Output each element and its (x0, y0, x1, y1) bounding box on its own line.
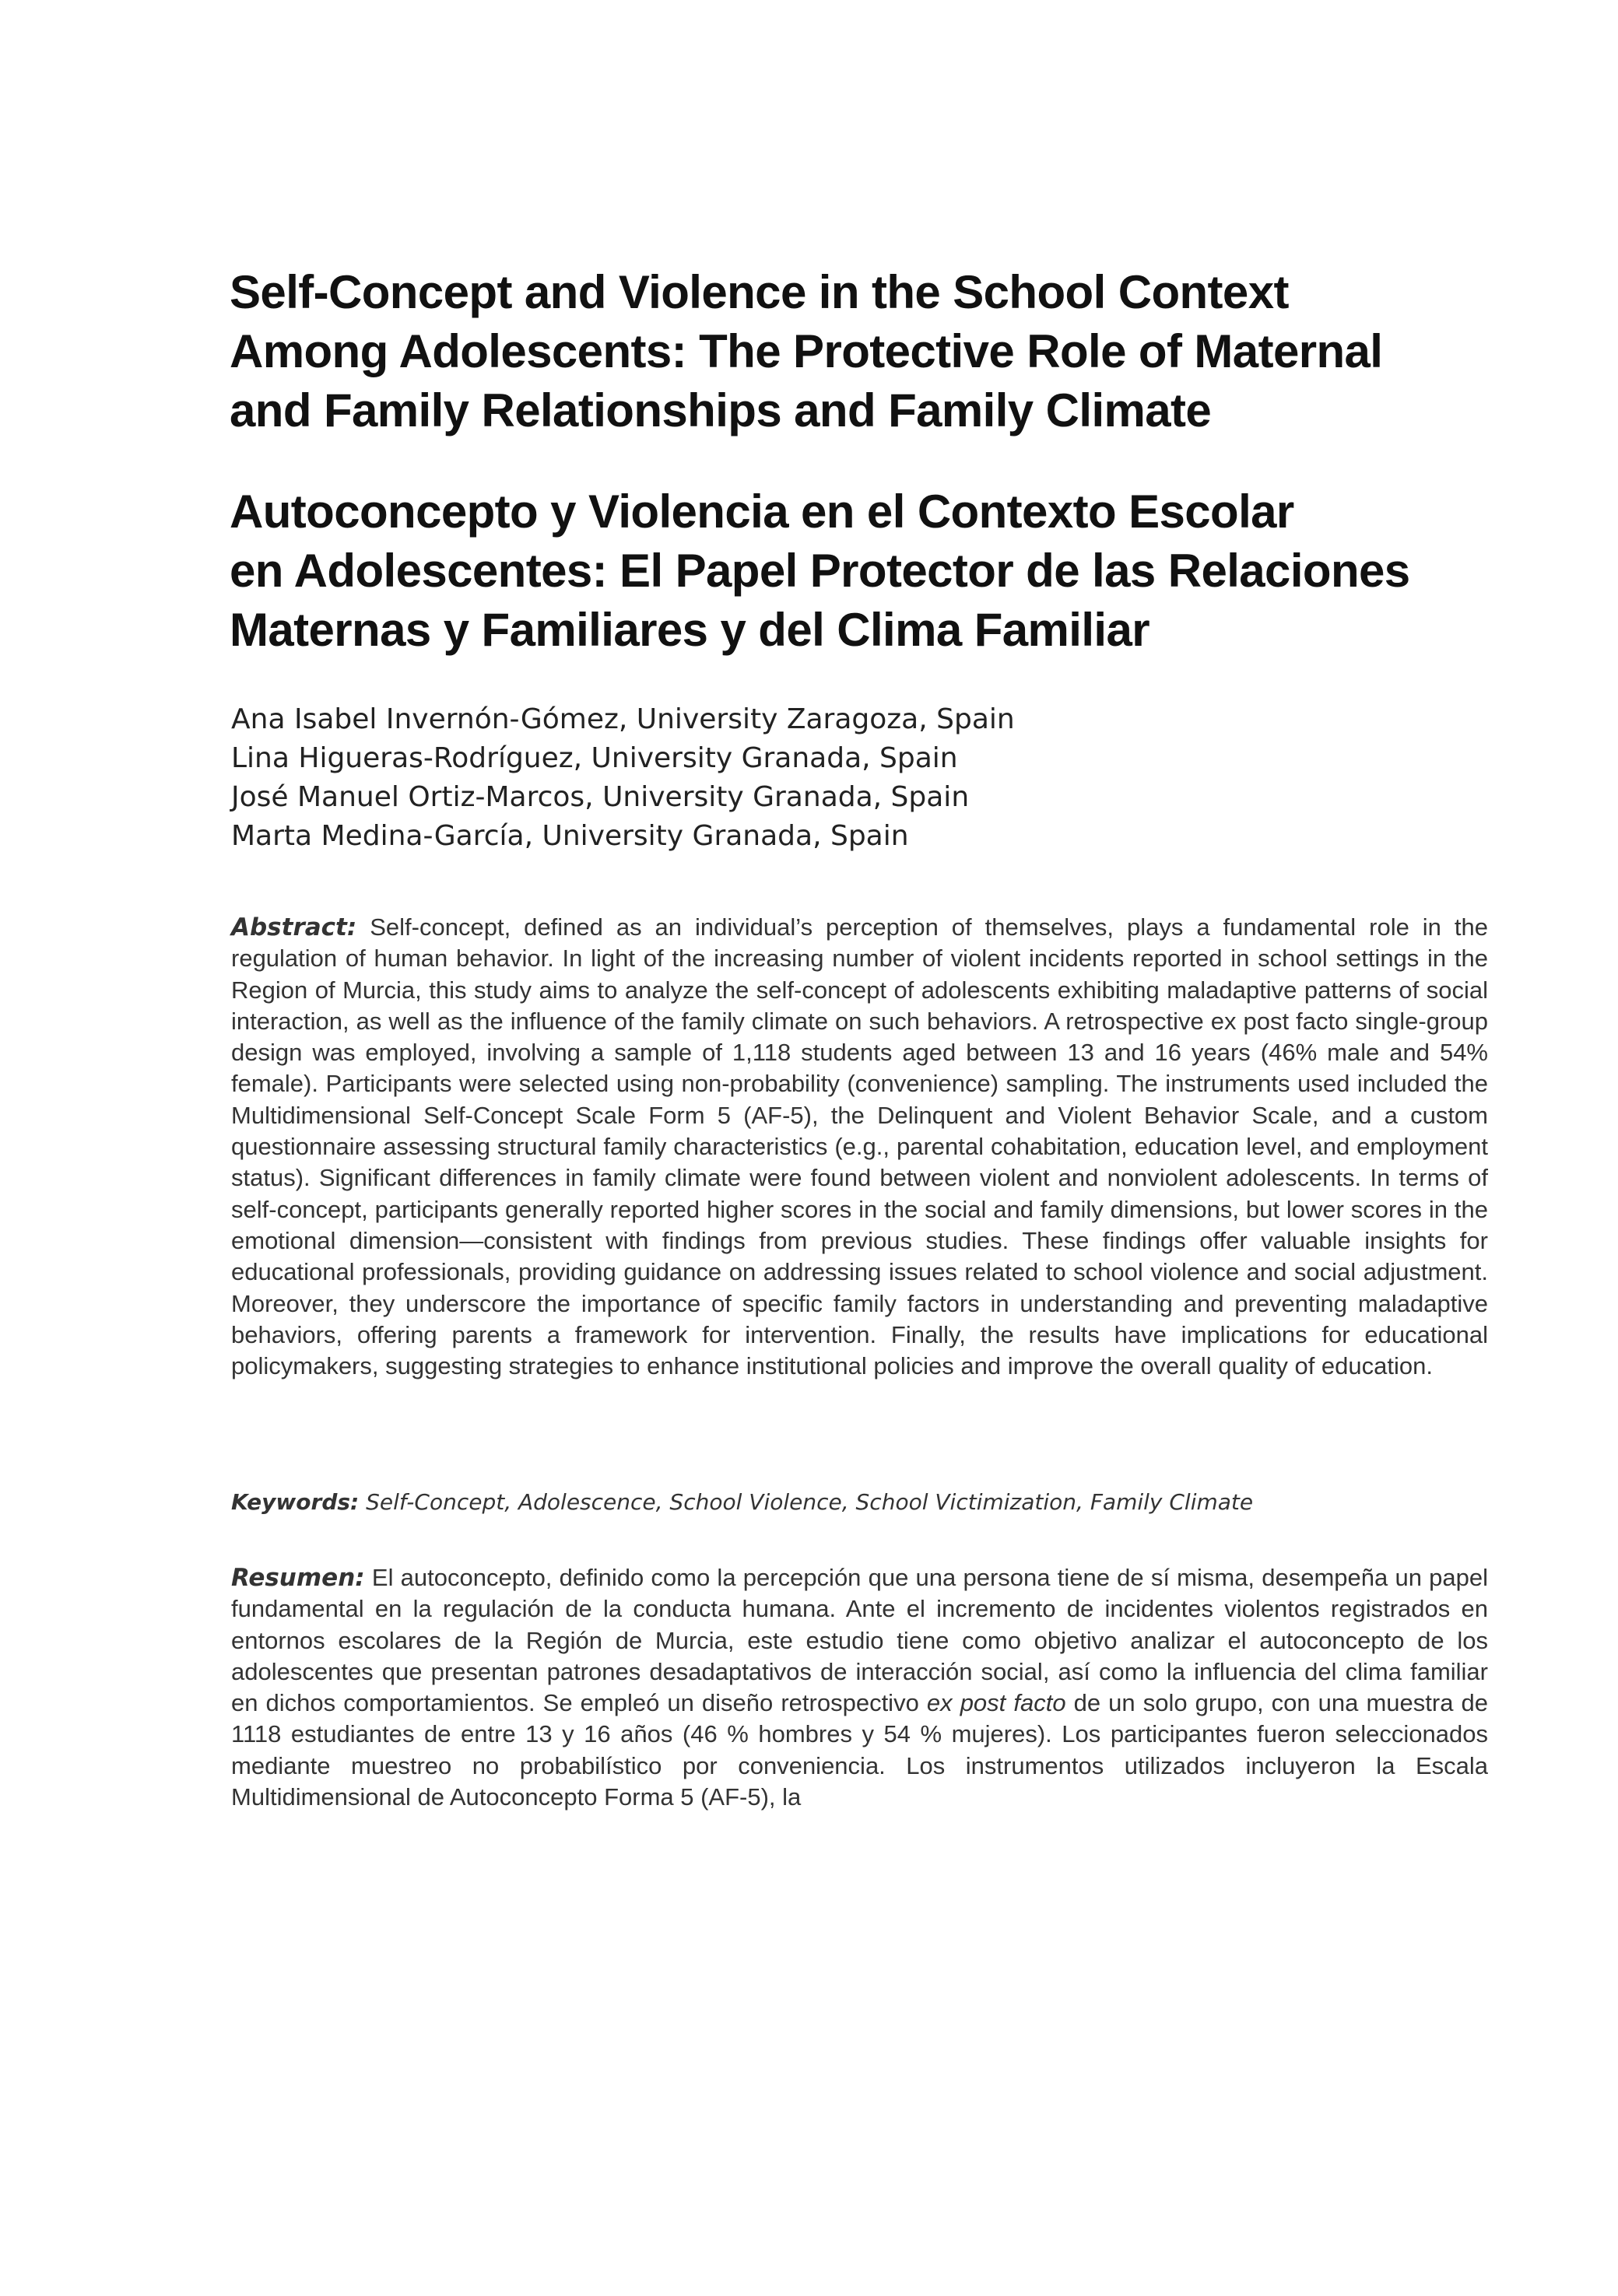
title-line: and Family Relationships and Family Climate (230, 384, 1212, 436)
author: Ana Isabel Invernón-Gómez, University Zaragoza, Spain (231, 703, 1015, 735)
resumen-text-cont: de un solo grupo, con una muestra de 1118 estudiantes de entre 13 y 16 años (46 % hombres y 54 % mujeres). Los participantes fueron seleccionados mediante muestreo no probabilístico por conveniencia. Los instrumentos utilizados incluyeron la Escala Multidimensional de Autoconcepto Forma 5 (AF-5), la (231, 1689, 1488, 1811)
author: Lina Higueras-Rodríguez, University Granada, Spain (231, 742, 958, 774)
author: Marta Medina-García, University Granada, Spain (231, 820, 909, 852)
title-spanish (230, 482, 1410, 660)
author-list (231, 700, 1015, 856)
abstract-text: Self-concept, defined as an individual’s perception of themselves, plays a fundamental role in the regulation of human behavior. In light of the increasing number of violent incidents reported in school settings in the Region of Murcia, this study aims to analyze the self-concept of adolescents exhibiting maladaptive patterns of social interaction, as well as the influence of the family climate on such behaviors. A retrospective ex post facto single-group design was employed, involving a sample of 1,118 students aged between 13 and 16 years (46% male and 54% female). Participants were selected using non-probability (convenience) sampling. The instruments used included the Multidimensional Self-Concept Scale Form 5 (AF-5), the Delinquent and Violent Behavior Scale, and a custom questionnaire assessing structural family characteristics (e.g., parental cohabitation, education level, and employment status). Significant differences in family climate were found between violent and nonviolent adolescents. In terms of self-concept, participants generally reported higher scores in the social and family dimensions, but lower scores in the emotional dimension—consistent with findings from previous studies. These findings offer valuable insights for educational professionals, providing guidance on addressing issues related to school violence and social adjustment. Moreover, they underscore the importance of specific family factors in understanding and preventing maladaptive behaviors, offering parents a framework for intervention. Finally, the results have implications for educational policymakers, suggesting strategies to enhance institutional policies and improve the overall quality of education. (231, 913, 1488, 1380)
keywords-text: Self-Concept, Adolescence, School Violence, School Victimization, Family Climate (366, 1489, 1254, 1515)
keywords-label: Keywords: (231, 1489, 360, 1515)
resumen-label: Resumen: (231, 1564, 365, 1592)
title-line: Autoconcepto y Violencia en el Contexto Escolar (230, 485, 1294, 538)
author: José Manuel Ortiz-Marcos, University Granada, Spain (231, 781, 970, 813)
resumen (231, 1562, 1488, 1813)
title-line: Maternas y Familiares y del Clima Familiar (230, 604, 1150, 656)
abstract-label: Abstract: (231, 913, 357, 941)
title-english (230, 263, 1382, 440)
resumen-italic: ex post facto (926, 1689, 1066, 1717)
title-line: Self-Concept and Violence in the School Context (230, 266, 1289, 318)
title-line: Among Adolescents: The Protective Role of Maternal (230, 325, 1383, 377)
resumen-text: El autoconcepto, definido como la percepción que una persona tiene de sí misma, desempeña un papel fundamental en la regulación de la conducta humana. Ante el incremento de incidentes violentos registrados en entornos escolares de la Región de Murcia, este estudio tiene como objetivo analizar el autoconcepto de los adolescentes que presentan patrones desadaptativos de interacción social, así como la influencia del clima familiar en dichos comportamientos. Se empleó un diseño retrospectivo (231, 1564, 1488, 1717)
keywords (231, 1487, 1488, 1518)
title-line: en Adolescentes: El Papel Protector de las Relaciones (230, 545, 1410, 597)
abstract (231, 912, 1488, 1382)
